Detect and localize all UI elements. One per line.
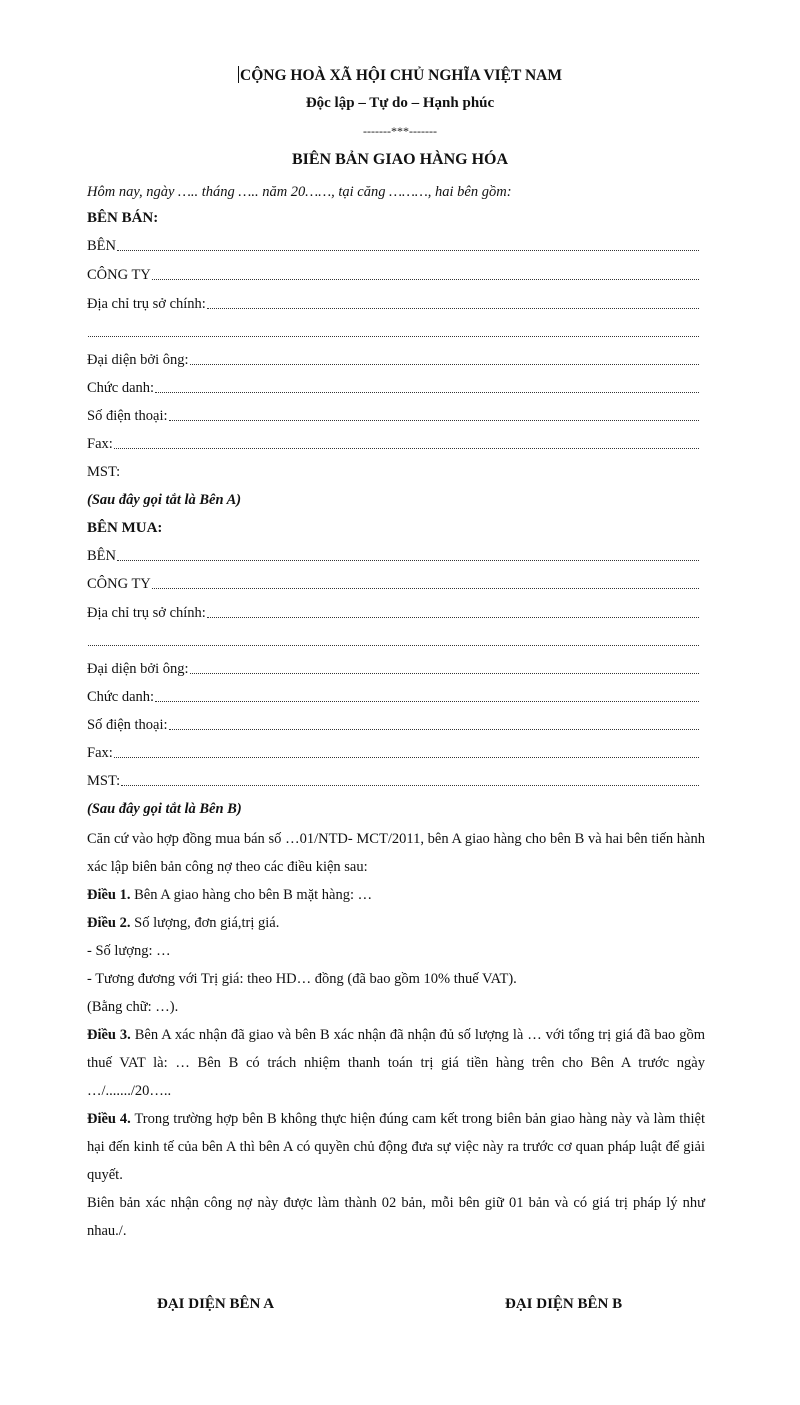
article-3 [87, 1021, 705, 1105]
seller-fax-field [87, 434, 699, 454]
dotted-fill [88, 645, 699, 646]
motto: Độc lập – Tự do – Hạnh phúc [305, 95, 495, 111]
seller-address-field [87, 294, 699, 314]
seller-address-continuation [87, 322, 699, 342]
buyer-note: (Sau đây gọi tắt là Bên B) [87, 801, 242, 817]
article-4 [87, 1105, 705, 1189]
intro-line: Hôm nay, ngày ….. tháng ….. năm 20……, tại căng ………, hai bên gồm: [87, 184, 512, 200]
buyer-address-continuation [87, 631, 699, 651]
article-3-lead: Điều 3. [87, 1027, 131, 1043]
buyer-ben-field [87, 546, 699, 566]
field-label: CÔNG TY [87, 267, 151, 283]
field-label: Địa chỉ trụ sở chính: [87, 296, 206, 312]
document-title: BIÊN BẢN GIAO HÀNG HÓA [291, 151, 509, 168]
field-label: BÊN [87, 548, 116, 564]
separator: -------***------- [363, 124, 437, 138]
dotted-fill [207, 308, 699, 309]
closing-paragraph: Biên bản xác nhận công nợ này được làm thành 02 bản, mỗi bên giữ 01 bản và có giá trị pháp lý như nhau./. [87, 1195, 705, 1239]
dotted-fill [190, 673, 700, 674]
dotted-fill [169, 729, 699, 730]
dotted-fill [155, 701, 699, 702]
seller-note: (Sau đây gọi tắt là Bên A) [87, 492, 242, 508]
field-label: Đại diện bởi ông: [87, 661, 189, 677]
article-4-text: Trong trường hợp bên B không thực hiện đúng cam kết trong biên bản giao hàng này và làm thiệt hại đến kinh tế của bên A thì bên A có quyền chủ động đưa sự việc này ra trước cơ quan pháp luật để giải quyết. [87, 1111, 705, 1183]
quantity-line: - Số lượng: … [87, 943, 171, 959]
dotted-fill [207, 617, 699, 618]
article-2-text: Số lượng, đơn giá,trị giá. [130, 915, 280, 931]
buyer-company-field [87, 574, 699, 594]
signature-party-b: ĐẠI DIỆN BÊN B [505, 1296, 623, 1312]
text-cursor [238, 66, 239, 83]
buyer-phone-field [87, 715, 699, 735]
dotted-fill [152, 279, 699, 280]
in-words-line: (Bằng chữ: …). [87, 999, 179, 1015]
dotted-fill [88, 336, 699, 337]
buyer-address-field [87, 603, 699, 623]
equivalent-value-line: - Tương đương với Trị giá: theo HD… đồng (đã bao gồm 10% thuế VAT). [87, 971, 517, 987]
country-heading-text: CỘNG HOÀ XÃ HỘI CHỦ NGHĨA VIỆT NAM [240, 67, 562, 84]
seller-company-field [87, 265, 699, 285]
article-1-lead: Điều 1. [87, 887, 131, 903]
dotted-fill [121, 785, 699, 786]
field-label: Chức danh: [87, 689, 155, 705]
field-label: BÊN [87, 238, 116, 254]
article-1-text: Bên A giao hàng cho bên B mặt hàng: … [130, 887, 373, 903]
article-1 [87, 881, 705, 909]
dotted-fill [114, 448, 699, 449]
dotted-fill [114, 757, 699, 758]
country-heading [0, 66, 800, 85]
buyer-representative-field [87, 659, 699, 679]
article-2 [87, 909, 705, 937]
field-label: Đại diện bởi ông: [87, 352, 189, 368]
dotted-fill [117, 250, 699, 251]
field-label: Fax: [87, 436, 113, 452]
seller-phone-field [87, 406, 699, 426]
signature-party-a: ĐẠI DIỆN BÊN A [157, 1296, 275, 1312]
dotted-fill [152, 588, 699, 589]
field-label: Số điện thoại: [87, 408, 168, 424]
dotted-fill [155, 392, 699, 393]
field-label: Fax: [87, 745, 113, 761]
field-label: Số điện thoại: [87, 717, 168, 733]
field-label: MST: [87, 773, 121, 789]
seller-tax-field: MST: [87, 464, 121, 480]
buyer-position-field [87, 687, 699, 707]
field-label: Địa chỉ trụ sở chính: [87, 605, 206, 621]
seller-position-field [87, 378, 699, 398]
field-label: CÔNG TY [87, 576, 151, 592]
buyer-fax-field [87, 743, 699, 763]
article-2-lead: Điều 2. [87, 915, 131, 931]
seller-ben-field [87, 236, 699, 256]
dotted-fill [190, 364, 700, 365]
article-3-text: Bên A xác nhận đã giao và bên B xác nhận đã nhận đủ số lượng là … với tổng trị giá đã bao gồm thuế VAT là: … Bên B có trách nhiệm thanh toán trị giá tiền hàng trên cho Bên A trước ngày …/......./20….. [87, 1027, 706, 1099]
field-label: Chức danh: [87, 380, 155, 396]
seller-representative-field [87, 350, 699, 370]
dotted-fill [117, 560, 699, 561]
buyer-tax-field [87, 771, 699, 791]
buyer-heading: BÊN MUA: [87, 520, 163, 536]
dotted-fill [169, 420, 699, 421]
basis-paragraph: Căn cứ vào hợp đồng mua bán số …01/NTD- MCT/2011, bên A giao hàng cho bên B và hai bên tiến hành xác lập biên bản công nợ theo các điều kiện sau: [87, 831, 705, 875]
seller-heading: BÊN BÁN: [87, 210, 159, 226]
article-4-lead: Điều 4. [87, 1111, 131, 1127]
